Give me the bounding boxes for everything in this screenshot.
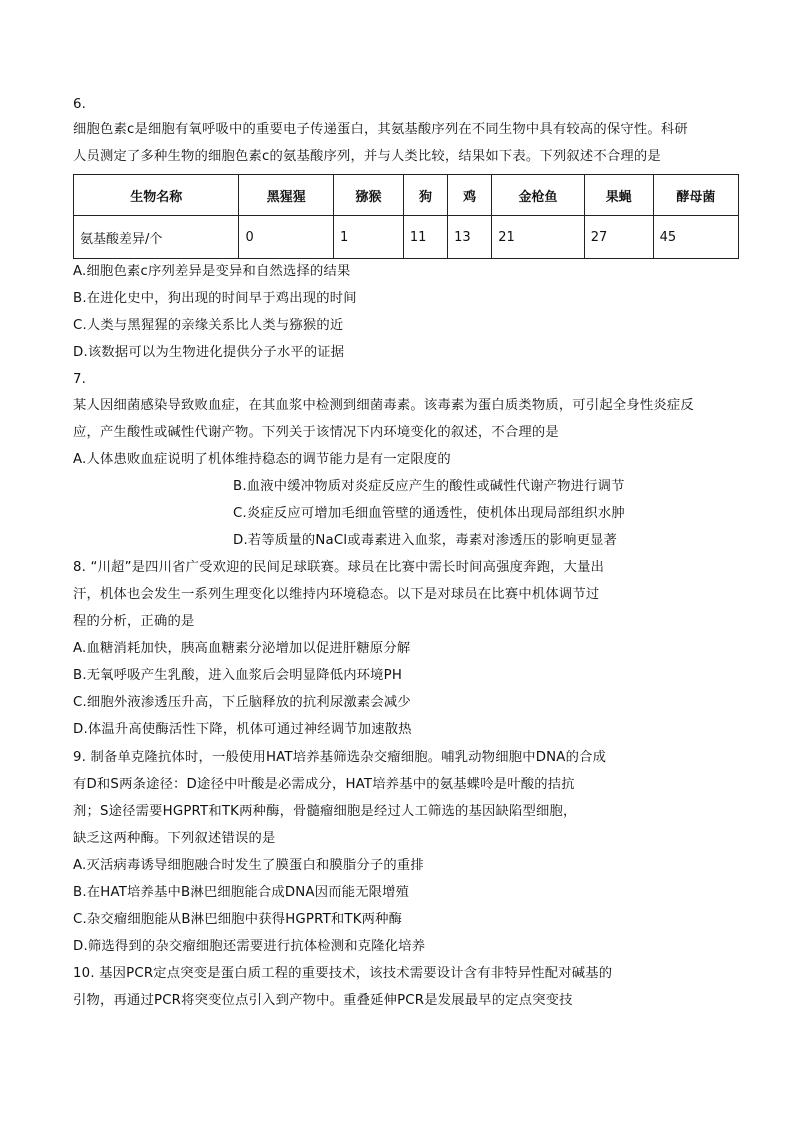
q10-stem-line2: 引物，再通过PCR将突变位点引入到产物中。重叠延伸PCR是发展最早的定点突变技 (73, 993, 573, 1008)
table-cell: 13 (448, 216, 492, 259)
table-header-row (74, 175, 739, 216)
q7-number: 7. (73, 372, 87, 387)
table-cell: 27 (584, 216, 653, 259)
q8-stem-line2: 汗，机体也会发生一系列生理变化以维持内环境稳态。以下是对球员在比赛中机体调节过 (73, 587, 600, 602)
q9-option-d: D.筛选得到的杂交瘤细胞还需要进行抗体检测和克隆化培养 (73, 939, 426, 954)
q9-option-c: C.杂交瘤细胞能从B淋巴细胞中获得HGPRT和TK两种酶 (73, 912, 403, 927)
q9-stem-line2: 有D和S两条途径：D途径中叶酸是必需成分，HAT培养基中的氨基蝶呤是叶酸的拮抗 (73, 777, 575, 792)
q6-option-c: C.人类与黑猩猩的亲缘关系比人类与猕猴的近 (73, 318, 344, 333)
q6-stem-line2: 人员测定了多种生物的细胞色素c的氨基酸序列，并与人类比较，结果如下表。下列叙述不合理的是 (73, 149, 661, 164)
q7-option-a: A.人体患败血症说明了机体维持稳态的调节能力是有一定限度的 (73, 452, 451, 467)
q9-stem-line4: 缺乏这两种酶。下列叙述错误的是 (73, 831, 276, 846)
table-header-cell: 金枪鱼 (492, 175, 585, 216)
q8-stem-line1: 8. “川超”是四川省广受欢迎的民间足球联赛。球员在比赛中需长时间高强度奔跑，大量出 (73, 560, 605, 575)
q9-option-a: A.灭活病毒诱导细胞融合时发生了膜蛋白和膜脂分子的重排 (73, 858, 424, 873)
table-row-label: 氨基酸差异/个 (74, 216, 239, 259)
q8-option-a: A.血糖消耗加快，胰高血糖素分泌增加以促进肝糖原分解 (73, 641, 411, 656)
table-cell: 45 (653, 216, 738, 259)
table-header-cell: 黑猩猩 (239, 175, 334, 216)
table-header-cell: 果蝇 (584, 175, 653, 216)
q7-stem-line1: 某人因细菌感染导致败血症，在其血浆中检测到细菌毒素。该毒素为蛋白质类物质，可引起全身性炎症反 (73, 398, 694, 413)
q8-option-c: C.细胞外液渗透压升高，下丘脑释放的抗利尿激素会减少 (73, 695, 411, 710)
table-cell: 1 (334, 216, 404, 259)
q9-option-b: B.在HAT培养基中B淋巴细胞能合成DNA因而能无限增殖 (73, 885, 410, 900)
table-header-cell: 酵母菌 (653, 175, 738, 216)
q6-option-a: A.细胞色素c序列差异是变异和自然选择的结果 (73, 264, 351, 279)
q9-stem-line1: 9. 制备单克隆抗体时，一般使用HAT培养基筛选杂交瘤细胞。哺乳动物细胞中DNA的合成 (73, 750, 607, 765)
table-header-cell: 狗 (403, 175, 447, 216)
q6-option-d: D.该数据可以为生物进化提供分子水平的证据 (73, 345, 345, 360)
table-cell: 0 (239, 216, 334, 259)
table-header-cell: 生物名称 (74, 175, 239, 216)
q8-option-b: B.无氧呼吸产生乳酸，进入血浆后会明显降低内环境PH (73, 668, 403, 683)
q6-number: 6. (73, 97, 87, 112)
q7-option-b: B.血液中缓冲物质对炎症反应产生的酸性或碱性代谢产物进行调节 (233, 479, 625, 494)
table-cell: 21 (492, 216, 585, 259)
q7-option-d: D.若等质量的NaCl或毒素进入血浆，毒素对渗透压的影响更显著 (233, 533, 618, 548)
q9-stem-line3: 剂；S途径需要HGPRT和TK两种酶，骨髓瘤细胞是经过人工筛选的基因缺陷型细胞， (73, 804, 577, 819)
table-header-cell: 猕猴 (334, 175, 404, 216)
table-cell: 11 (403, 216, 447, 259)
q6-stem-line1: 细胞色素c是细胞有氧呼吸中的重要电子传递蛋白，其氨基酸序列在不同生物中具有较高的保守性。科研 (73, 122, 688, 137)
q7-stem-line2: 应，产生酸性或碱性代谢产物。下列关于该情况下内环境变化的叙述，不合理的是 (73, 425, 559, 440)
q6-data-table (73, 174, 739, 259)
q10-stem-line1: 10. 基因PCR定点突变是蛋白质工程的重要技术，该技术需要设计含有非特异性配对碱基的 (73, 966, 613, 981)
table-row (74, 216, 739, 259)
table-header-cell: 鸡 (448, 175, 492, 216)
q7-option-c: C.炎症反应可增加毛细血管壁的通透性，使机体出现局部组织水肿 (233, 506, 625, 521)
q8-stem-line3: 程的分析，正确的是 (73, 614, 195, 629)
q6-option-b: B.在进化史中，狗出现的时间早于鸡出现的时间 (73, 291, 357, 306)
q8-option-d: D.体温升高使酶活性下降，机体可通过神经调节加速散热 (73, 722, 412, 737)
